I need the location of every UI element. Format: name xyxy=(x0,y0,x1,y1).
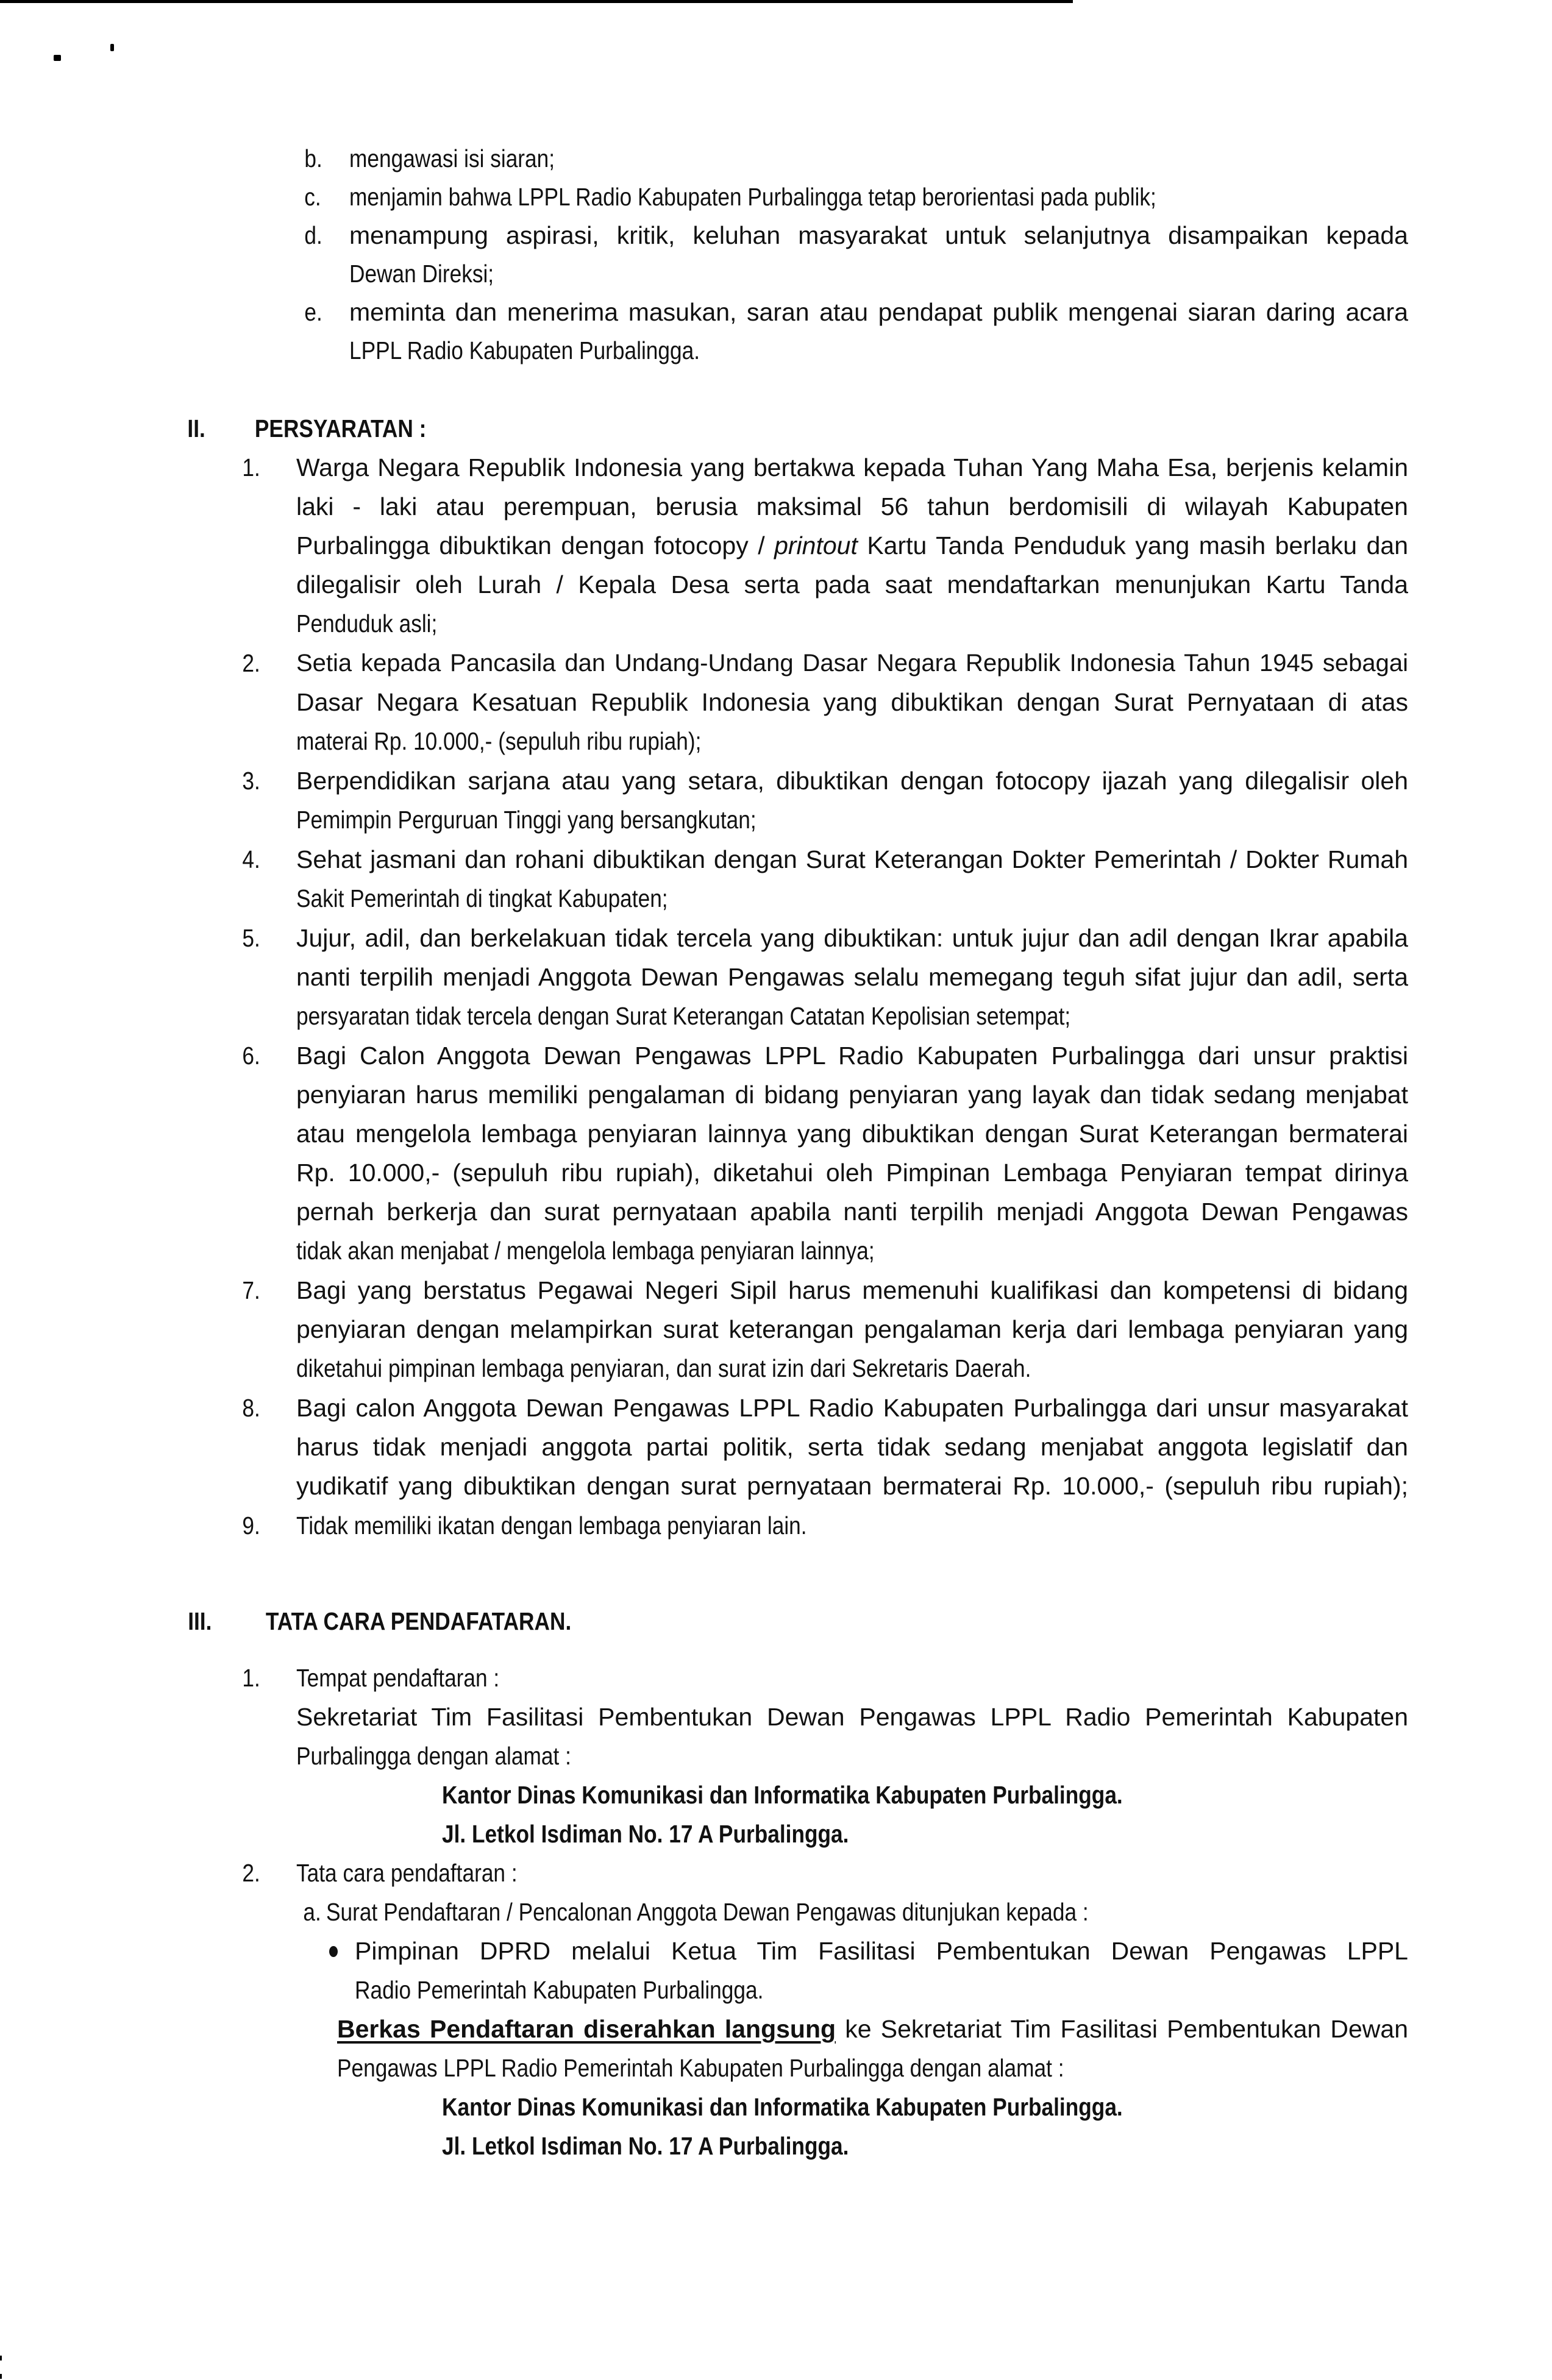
list-marker: c. xyxy=(304,183,321,211)
section-numeral: II. xyxy=(187,414,205,442)
berkas-line xyxy=(337,2014,1408,2044)
list-item-text: mengawasi isi siaran; xyxy=(349,144,555,172)
list-item-text: Jujur, adil, dan berkelakuan tidak tercela yang dibuktikan: untuk jujur dan adil dengan Ikrar apabila xyxy=(296,924,1408,952)
list-marker: b. xyxy=(304,144,322,172)
list-marker: 1. xyxy=(242,453,260,481)
section-title: PERSYARATAN : xyxy=(254,414,427,442)
scan-speck xyxy=(110,44,114,51)
scan-edge-mark xyxy=(0,2374,2,2379)
list-marker: 7. xyxy=(242,1276,260,1304)
list-marker: 8. xyxy=(242,1394,260,1422)
item-label: Tempat pendaftaran : xyxy=(296,1664,500,1692)
list-item-text: diketahui pimpinan lembaga penyiaran, dan surat izin dari Sekretaris Daerah. xyxy=(296,1354,1031,1382)
bullet-text: Pimpinan DPRD melalui Ketua Tim Fasilitasi Pembentukan Dewan Pengawas LPPL xyxy=(355,1937,1408,1965)
list-item-text: Penduduk asli; xyxy=(296,609,438,638)
text-segment: ke Sekretariat Tim Fasilitasi Pembentukan Dewan xyxy=(836,2015,1408,2043)
list-item-text: Rp. 10.000,- (sepuluh ribu rupiah), diketahui oleh Pimpinan Lembaga Penyiaran tempat dirinya xyxy=(296,1159,1408,1187)
list-item-text: materai Rp. 10.000,- (sepuluh ribu rupiah); xyxy=(296,727,702,755)
scan-edge-mark xyxy=(0,2356,2,2360)
section-title: TATA CARA PENDAFATARAN. xyxy=(265,1607,572,1635)
berkas-line: Pengawas LPPL Radio Pemerintah Kabupaten Purbalingga dengan alamat : xyxy=(337,2054,1064,2082)
section-numeral: III. xyxy=(188,1607,212,1635)
text-segment: Kartu Tanda Penduduk yang masih berlaku dan xyxy=(857,531,1408,559)
address-street: Jl. Letkol Isdiman No. 17 A Purbalingga. xyxy=(442,1820,849,1848)
bullet-icon xyxy=(329,1946,338,1957)
list-item-text: meminta dan menerima masukan, saran atau pendapat publik mengenai siaran daring acara xyxy=(349,298,1408,326)
list-marker: 2. xyxy=(242,649,260,677)
list-item-text: nanti terpilih menjadi Anggota Dewan Pengawas selalu memegang teguh sifat jujur dan adil, serta xyxy=(296,963,1408,991)
list-item-text: tidak akan menjabat / mengelola lembaga penyiaran lainnya; xyxy=(296,1237,875,1265)
list-item-text: persyaratan tidak tercela dengan Surat Keterangan Catatan Kepolisian setempat; xyxy=(296,1002,1071,1030)
list-marker: d. xyxy=(304,221,322,249)
list-marker: 1. xyxy=(242,1664,260,1692)
list-item-text: laki - laki atau perempuan, berusia maksimal 56 tahun berdomisili di wilayah Kabupaten xyxy=(296,492,1408,520)
list-item-text: LPPL Radio Kabupaten Purbalingga. xyxy=(349,336,700,364)
scan-border xyxy=(0,0,1073,3)
scan-speck xyxy=(54,55,61,61)
list-item-text: Warga Negara Republik Indonesia yang bertakwa kepada Tuhan Yang Maha Esa, berjenis kelamin xyxy=(296,453,1408,481)
bullet-text: Radio Pemerintah Kabupaten Purbalingga. xyxy=(355,1976,764,2004)
list-item-text: pernah berkerja dan surat pernyataan apabila nanti terpilih menjadi Anggota Dewan Pengawas xyxy=(296,1198,1408,1226)
list-item-text: Berpendidikan sarjana atau yang setara, dibuktikan dengan fotocopy ijazah yang dilegalisir oleh xyxy=(296,767,1408,795)
list-item-text: atau mengelola lembaga penyiaran lainnya yang dibuktikan dengan Surat Keterangan bermaterai xyxy=(296,1120,1408,1148)
list-marker: 9. xyxy=(242,1511,260,1540)
list-item-text: Tidak memiliki ikatan dengan lembaga penyiaran lain. xyxy=(296,1511,807,1540)
list-marker: 6. xyxy=(242,1042,260,1070)
list-item-text: Dewan Direksi; xyxy=(349,260,494,288)
italic-term: printout xyxy=(774,531,858,559)
address-office: Kantor Dinas Komunikasi dan Informatika Kabupaten Purbalingga. xyxy=(442,2093,1123,2121)
list-item-text: yudikatif yang dibuktikan dengan surat pernyataan bermaterai Rp. 10.000,- (sepuluh ribu rupiah); xyxy=(296,1472,1408,1500)
sub-item-text: Surat Pendaftaran / Pencalonan Anggota Dewan Pengawas ditunjukan kepada : xyxy=(326,1898,1089,1926)
list-marker: 3. xyxy=(242,767,260,795)
list-item-text: Bagi calon Anggota Dewan Pengawas LPPL Radio Kabupaten Purbalingga dari unsur masyarakat xyxy=(296,1394,1408,1422)
list-marker: 2. xyxy=(242,1859,260,1887)
list-item-text: Bagi yang berstatus Pegawai Negeri Sipil harus memenuhi kualifikasi dan kompetensi di bidang xyxy=(296,1276,1408,1304)
list-item-text: Dasar Negara Kesatuan Republik Indonesia yang dibuktikan dengan Surat Pernyataan di atas xyxy=(296,688,1408,716)
sub-list-marker: a. xyxy=(303,1898,321,1926)
list-item-text: dilegalisir oleh Lurah / Kepala Desa serta pada saat mendaftarkan menunjukan Kartu Tanda xyxy=(296,570,1408,599)
list-marker: e. xyxy=(304,298,322,326)
list-item-text: Sakit Pemerintah di tingkat Kabupaten; xyxy=(296,884,668,912)
address-office: Kantor Dinas Komunikasi dan Informatika Kabupaten Purbalingga. xyxy=(442,1781,1123,1809)
item-text: Purbalingga dengan alamat : xyxy=(296,1742,571,1770)
list-item-text: penyiaran harus memiliki pengalaman di bidang penyiaran yang layak dan tidak sedang menjabat xyxy=(296,1081,1408,1109)
list-marker: 5. xyxy=(242,924,260,952)
list-item-text: Bagi Calon Anggota Dewan Pengawas LPPL Radio Kabupaten Purbalingga dari unsur praktisi xyxy=(296,1042,1408,1070)
item-text: Sekretariat Tim Fasilitasi Pembentukan Dewan Pengawas LPPL Radio Pemerintah Kabupaten xyxy=(296,1703,1408,1731)
list-item-text: Sehat jasmani dan rohani dibuktikan dengan Surat Keterangan Dokter Pemerintah / Dokter Rumah xyxy=(296,845,1408,873)
list-item-text: menjamin bahwa LPPL Radio Kabupaten Purbalingga tetap berorientasi pada publik; xyxy=(349,183,1156,211)
list-item-text: penyiaran dengan melampirkan surat keterangan pengalaman kerja dari lembaga penyiaran yang xyxy=(296,1315,1408,1343)
list-item-text: Setia kepada Pancasila dan Undang-Undang Dasar Negara Republik Indonesia Tahun 1945 sebagai xyxy=(296,650,1408,677)
berkas-emphasis: Berkas Pendaftaran diserahkan langsung xyxy=(337,2015,836,2043)
list-item-text xyxy=(296,530,1408,561)
address-street: Jl. Letkol Isdiman No. 17 A Purbalingga. xyxy=(442,2132,849,2160)
list-item-text: Pemimpin Perguruan Tinggi yang bersangkutan; xyxy=(296,806,756,834)
text-segment: Purbalingga dibuktikan dengan fotocopy / xyxy=(296,531,775,559)
list-item-text: menampung aspirasi, kritik, keluhan masyarakat untuk selanjutnya disampaikan kepada xyxy=(349,221,1408,249)
item-label: Tata cara pendaftaran : xyxy=(296,1859,518,1887)
list-item-text: harus tidak menjadi anggota partai politik, serta tidak sedang menjabat anggota legislatif dan xyxy=(296,1433,1408,1461)
list-marker: 4. xyxy=(242,845,260,873)
